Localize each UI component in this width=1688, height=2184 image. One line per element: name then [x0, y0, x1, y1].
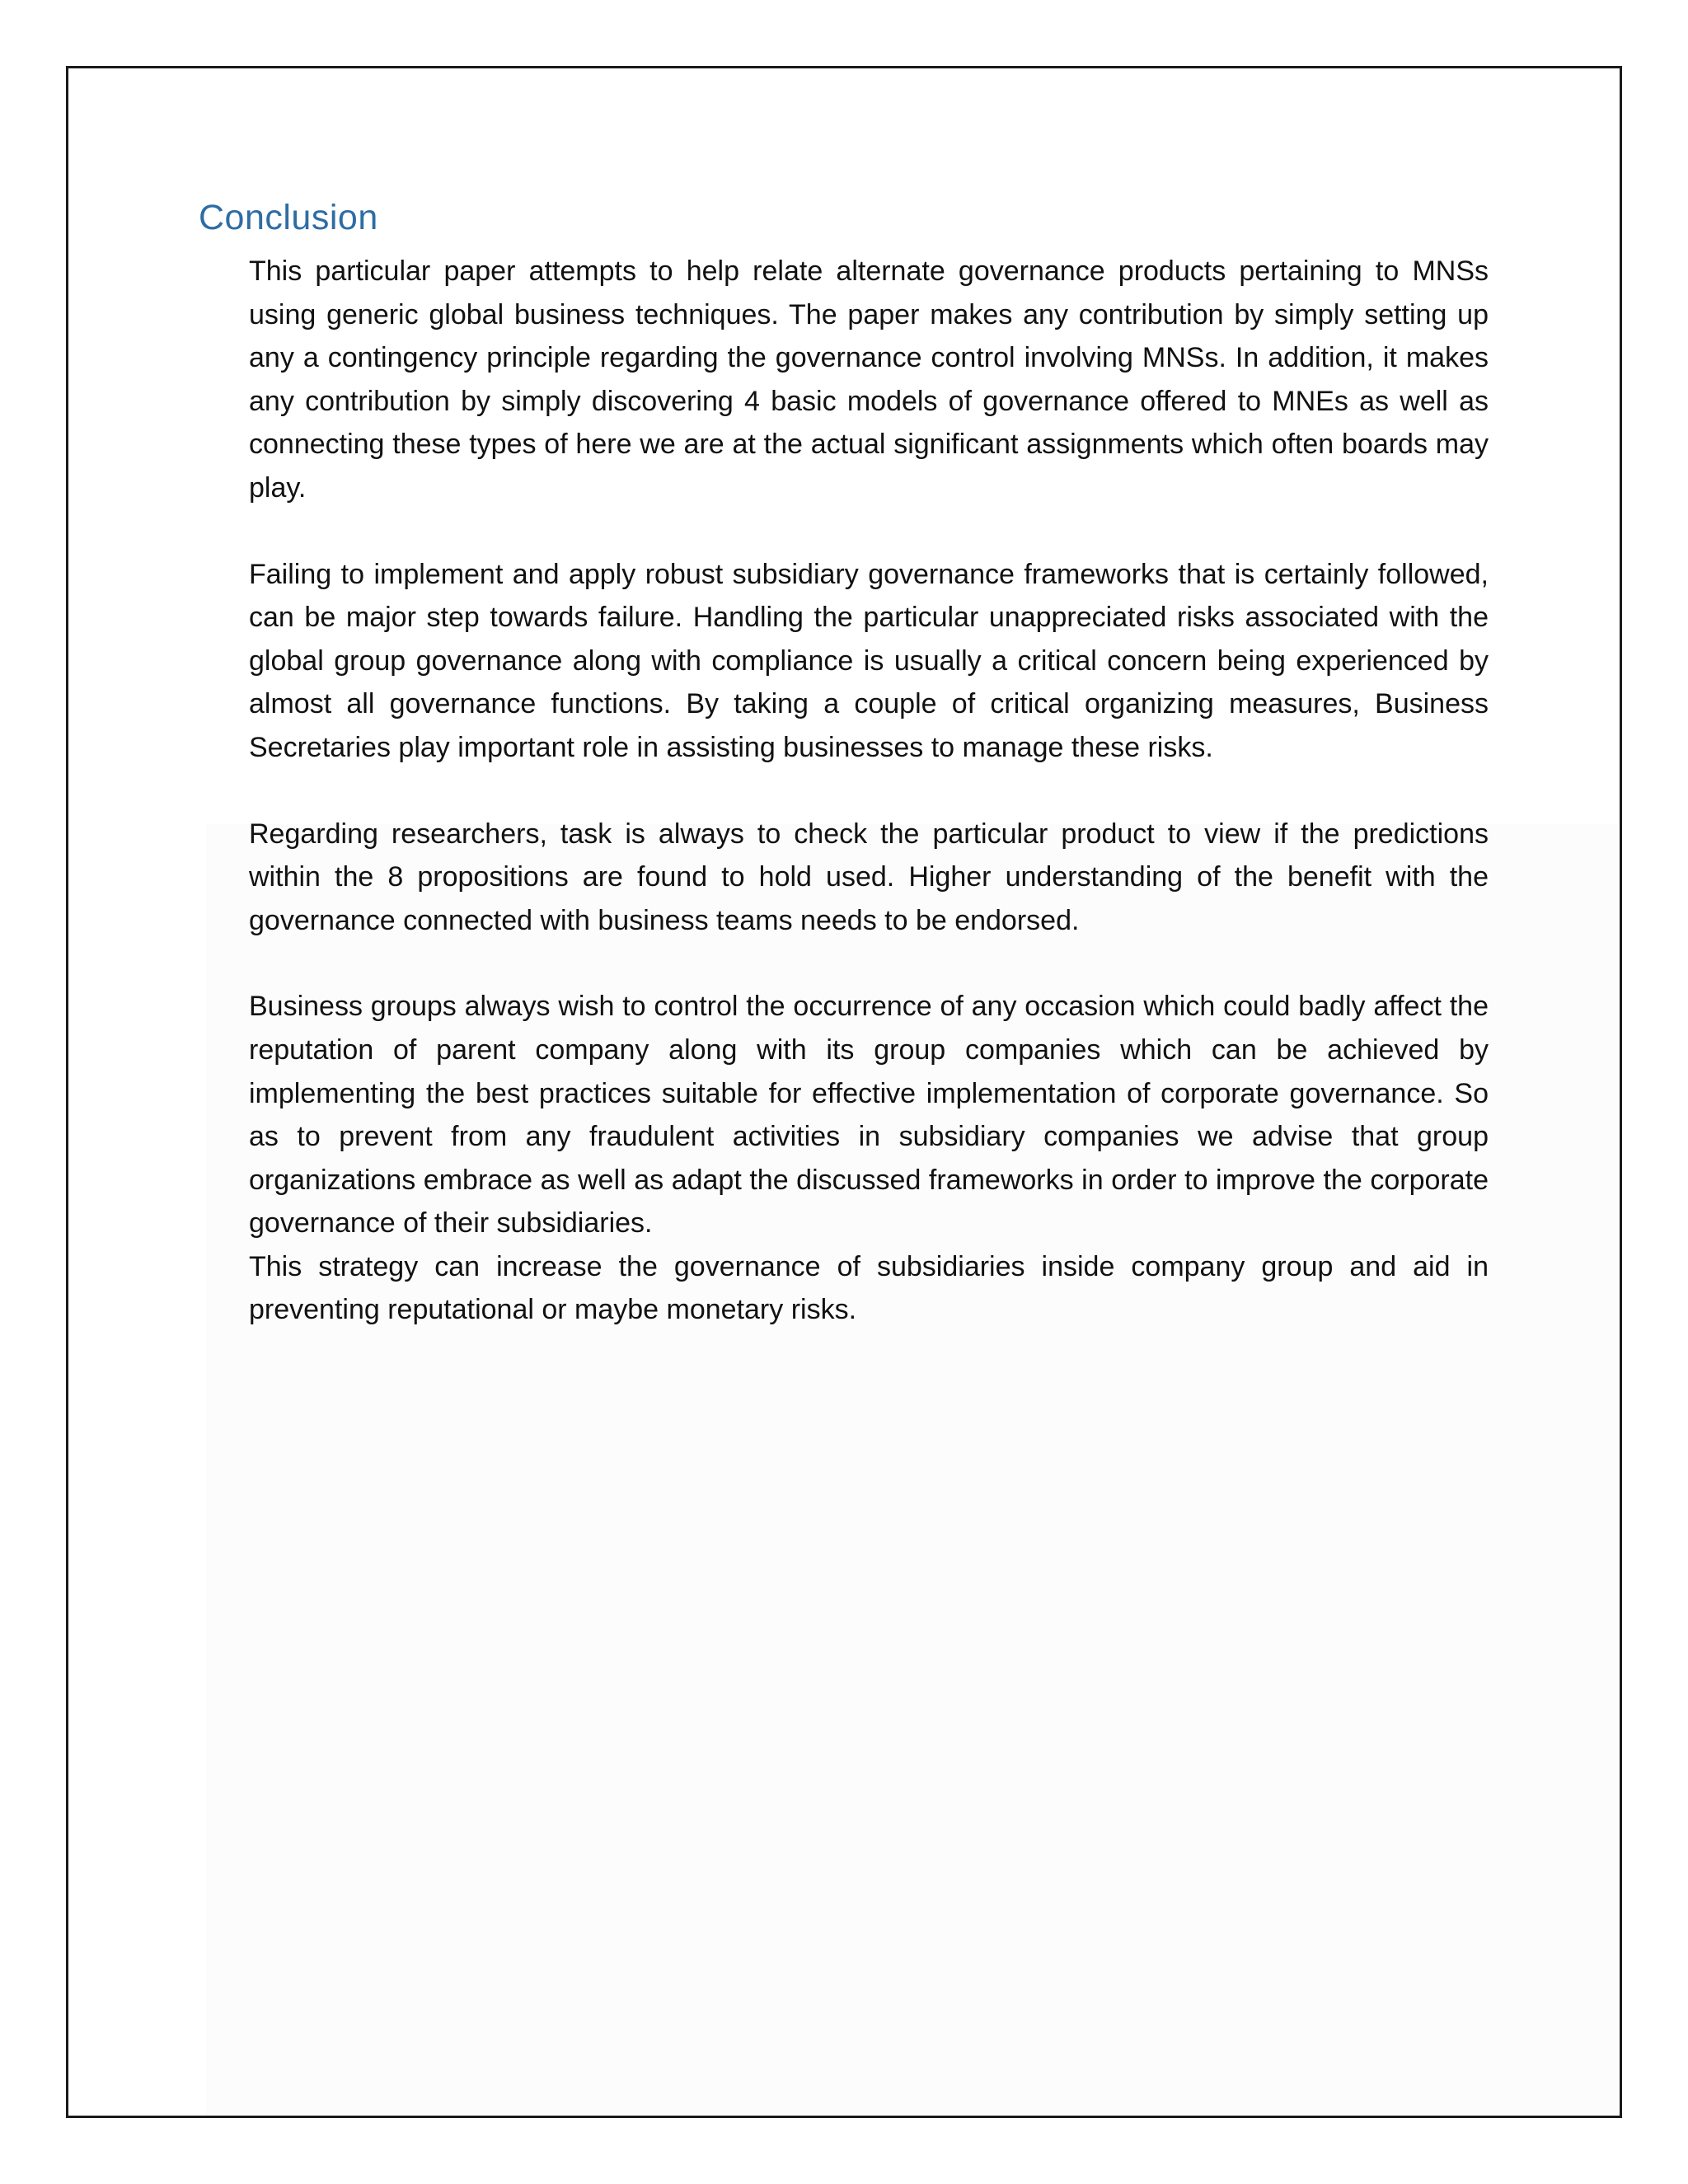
- paragraph-3: Regarding researchers, task is always to check the particular product to view if the predictions within the 8 propositions are found to hold used. Higher understanding of the benefit with the governance connected with business teams needs to be endorsed.: [249, 818, 1489, 936]
- section-heading: Conclusion: [199, 198, 378, 237]
- paragraph-1: This particular paper attempts to help relate alternate governance products pertaining to MNSs using generic global business techniques. The paper makes any contribution by simply setting up any a contingency principle regarding the governance control involving MNSs. In addition, it makes any contribution by simply discovering 4 basic models of governance offered to MNEs as well as connecting these types of here we are at the actual significant assignments which often boards may play.: [249, 255, 1489, 504]
- paragraph-2: Failing to implement and apply robust subsidiary governance frameworks that is certainly followed, can be major step towards failure. Handling the particular unappreciated risks associated with the global group governance along with compliance is usually a critical concern being experienced by almost all governance functions. By taking a couple of critical organizing measures, Business Secretaries play important role in assisting businesses to manage these risks.: [249, 558, 1489, 763]
- body-text: [249, 250, 1489, 1375]
- paragraph-5: This strategy can increase the governance of subsidiaries inside company group and aid in preventing reputational or maybe monetary risks.: [249, 1250, 1489, 1326]
- paragraph-4: Business groups always wish to control the occurrence of any occasion which could badly affect the reputation of parent company along with its group companies which can be achieved by implementing the best practices suitable for effective implementation of corporate governance. So as to prevent from any fraudulent activities in subsidiary companies we advise that group organizations embrace as well as adapt the discussed frameworks in order to improve the corporate governance of their subsidiaries.: [249, 991, 1489, 1240]
